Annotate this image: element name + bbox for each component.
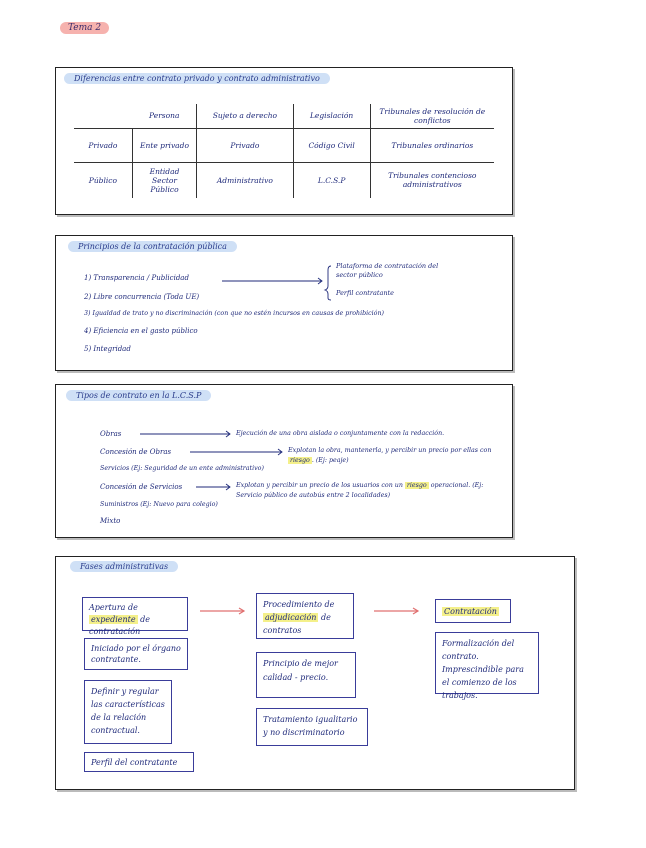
section-tipos-title: Tipos de contrato en la L.C.S.P	[66, 391, 211, 400]
brace-icon	[325, 266, 331, 300]
section-diferencias-title: Diferencias entre contrato privado y contrato administrativo	[64, 74, 330, 83]
fase-adjudicacion-box: Procedimiento de adjudicación de contratos	[256, 593, 354, 639]
table-cell: Tribunales contencioso administrativos	[388, 171, 477, 190]
tipo-obras-desc: Ejecución de una obra aislada o conjuntamente con la redacción.	[236, 430, 445, 437]
fase-apertura-box: Apertura de expediente de contratación	[82, 597, 188, 631]
table-cell: Ente privado	[132, 128, 196, 162]
table-cell: Entidad Sector Público	[132, 162, 196, 198]
tipo-concesion-servicios-desc: Explotan y percibir un precio de los usuarios con un riesgo operacional. (Ej: Servicio público de autobús entre 2 localidades)	[236, 482, 484, 499]
adjudicacion-detail: Tratamiento igualitario y no discriminatorio	[256, 708, 368, 746]
principio-item: 2) Libre concurrencia (Toda UE)	[84, 293, 200, 301]
tipo-servicios: Servicios (Ej: Seguridad de un ente administrativo)	[100, 465, 264, 472]
adjudicacion-detail: Principio de mejor calidad - precio.	[256, 652, 356, 698]
row-label: Privado	[74, 128, 132, 162]
table-cell: Privado	[197, 128, 293, 162]
section-principios-title: Principios de la contratación pública	[68, 242, 237, 251]
principio-item: 4) Eficiencia en el gasto público	[84, 327, 198, 335]
col-header: Legislación	[293, 104, 370, 128]
branch-perfil: Perfil contratante	[336, 289, 394, 297]
apertura-detail: Iniciado por el órgano contratante.	[84, 638, 188, 670]
principio-item: 1) Transparencia / Publicidad	[84, 274, 189, 282]
col-header: Tribunales de resolución de conflictos	[379, 106, 486, 125]
table-cell: Tribunales ordinarios	[391, 140, 474, 150]
principio-item: 3) Igualdad de trato y no discriminación (con que no estén incursos en causas de prohibición)	[84, 310, 384, 317]
apertura-detail: Perfil del contratante	[84, 752, 194, 772]
tipo-concesion-obras: Concesión de Obras	[100, 448, 172, 456]
col-header: Sujeto a derecho	[197, 104, 293, 128]
tipo-suministros: Suministros (Ej: Nuevo para colegio)	[100, 501, 218, 508]
table-cell: Administrativo	[197, 162, 293, 198]
principio-item: 5) Integridad	[84, 345, 131, 353]
tema-tag-label: Tema 2	[60, 22, 109, 34]
fase-contratacion-box: Contratación	[435, 599, 511, 623]
section-fases-title: Fases administrativas	[70, 562, 178, 571]
apertura-detail: Definir y regular las características de la relación contractual.	[84, 680, 172, 744]
tipo-concesion-servicios: Concesión de Servicios	[100, 483, 183, 491]
row-label: Público	[74, 162, 132, 198]
tipo-concesion-obras-desc: Explotan la obra, mantenerla, y percibir un precio por ellas con riesgo . (Ej: peaje)	[288, 447, 492, 464]
tipo-mixto: Mixto	[100, 517, 121, 525]
table-cell: Código Civil	[293, 128, 370, 162]
tipo-obras: Obras	[100, 430, 122, 438]
col-header: Persona	[132, 104, 196, 128]
table-cell: L.C.S.P	[293, 162, 370, 198]
branch-plataforma: Plataforma de contratación del sector público	[336, 262, 439, 279]
contratacion-detail: Formalización del contrato. Imprescindible para el comienzo de los trabajos.	[435, 632, 539, 694]
